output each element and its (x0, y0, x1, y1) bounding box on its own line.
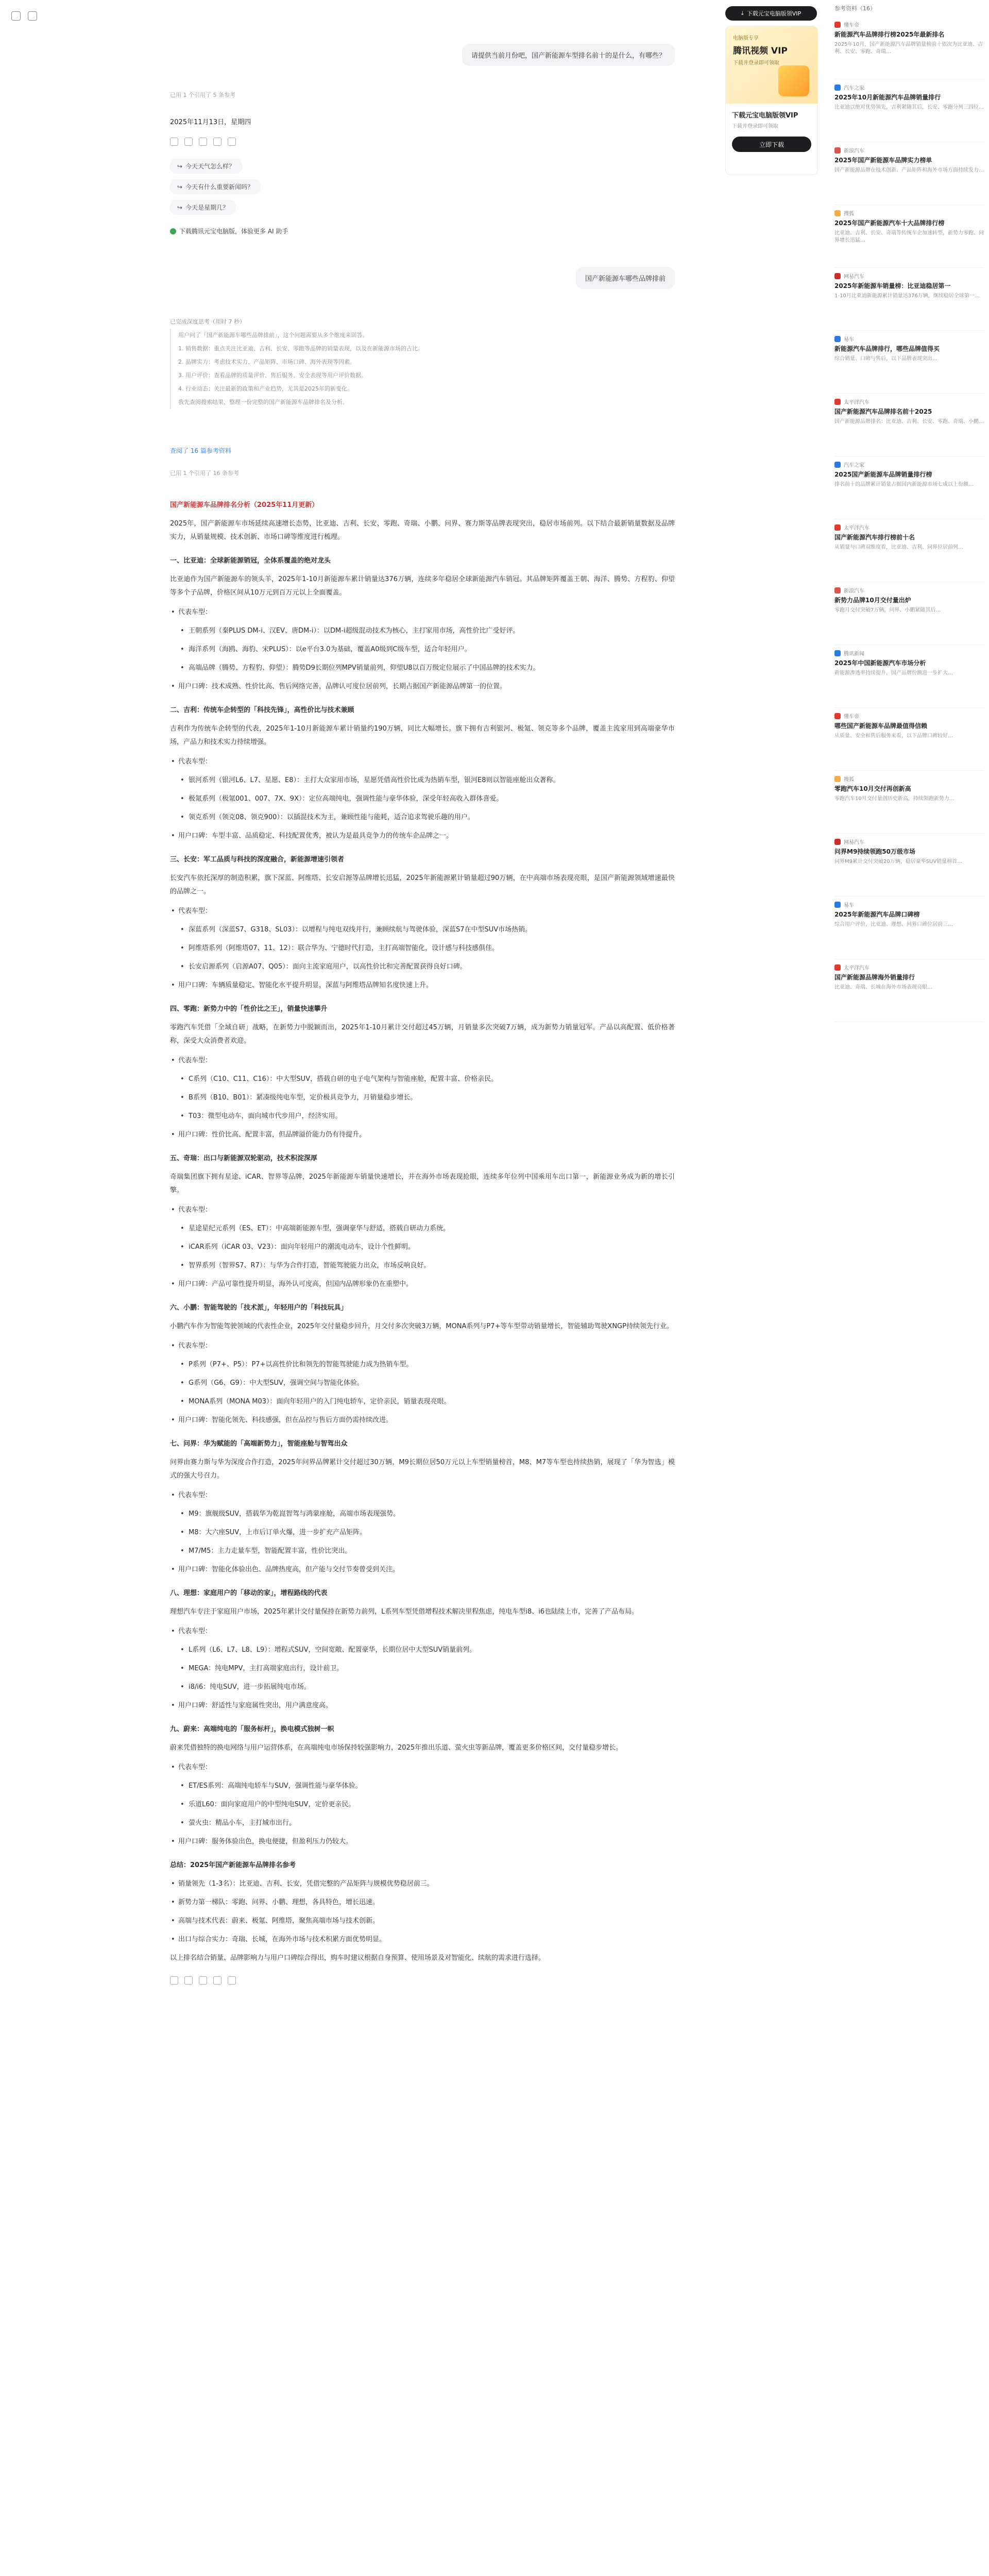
list-item: • 王朝系列（秦PLUS DM-i、汉EV、唐DM-i）：以DM-i超级混动技术为核心，主打家用市场，高性价比广受好评。 (170, 624, 675, 638)
reference-source-name: 懂车帝 (844, 23, 859, 28)
source-favicon-icon (834, 524, 841, 531)
like-icon[interactable] (213, 138, 221, 146)
reference-card[interactable] (834, 456, 984, 519)
section-body: 长安汽车依托深厚的制造积累，旗下深蓝、阿维塔、长安启源等品牌增长迅猛，2025年新能源累计销量超过90万辆，在中高端市场表现亮眼，是国产新能源领域增速最快的品牌之一。 (170, 874, 675, 895)
reference-snippet: 零跑汽车10月交付量创历史新高，持续领跑新势力… (834, 796, 954, 802)
reference-card[interactable] (834, 834, 984, 896)
section-heading: 九、蔚来：高端纯电的「服务标杆」，换电模式独树一帜 (170, 1725, 334, 1733)
download-vip-button[interactable] (725, 6, 817, 21)
section-heading: 八、理想：家庭用户的「移动的家」，增程路线的代表 (170, 1589, 328, 1597)
vip-download-button[interactable]: 立即下载 (732, 137, 811, 152)
section-list (170, 1204, 675, 1291)
reference-card[interactable] (834, 896, 984, 959)
reference-snippet: 综合用户评价，比亚迪、理想、问界口碑位居前三… (834, 922, 953, 927)
list-item: • 智界系列（智界S7、R7）：与华为合作打造，智能驾驶能力出众，市场反响良好。 (170, 1259, 675, 1273)
reference-source (834, 146, 984, 154)
thinking-line: 用户问了「国产新能源车哪些品牌排前」，这个问题需要从多个维度来回答。 (170, 329, 664, 342)
reference-card[interactable] (834, 771, 984, 834)
reference-snippet: 2025年10月，国产新能源汽车品牌销量榜前十依次为比亚迪、吉利、长安、零跑、奇瑞… (834, 42, 983, 55)
section-body: 吉利作为传统车企转型的代表，2025年1-10月新能源车累计销量约190万辆，同比大幅增长。旗下拥有吉利银河、极氪、领克等多个品牌，覆盖主流家用到高端豪华市场，产品力和技术实力持续增强。 (170, 725, 675, 746)
list-item: • C系列（C10、C11、C16）：中大型SUV，搭载自研的电子电气架构与智能座舱，配置丰富、价格亲民。 (170, 1073, 675, 1086)
reference-source (834, 461, 984, 468)
reference-card[interactable] (834, 959, 984, 1022)
summary-item: • 销量领先（1-3名）：比亚迪、吉利、长安，凭借完整的产品矩阵与规模优势稳居前三。 (170, 1877, 675, 1891)
list-item: • 领克系列（领克08、领克900）：以插混技术为主，兼顾性能与能耗，适合追求驾驶乐趣的用户。 (170, 811, 675, 824)
thinking-line: 我先查阅搜索结果，整理一份完整的国产新能源车品牌排名及分析。 (170, 396, 664, 409)
reference-card[interactable] (834, 16, 984, 79)
list-item: • 用户口碑：性价比高、配置丰富，但品牌溢价能力仍有待提升。 (170, 1128, 675, 1142)
list-item: • L系列（L6、L7、L8、L9）：增程式SUV，空间宽敞、配置豪华，长期位居中大型SUV销量前列。 (170, 1643, 675, 1657)
reference-card[interactable] (834, 142, 984, 205)
vip-subtitle: 下载并登录即可领取 (733, 60, 779, 66)
list-item: • 乐道L60：面向家庭用户的中型纯电SUV，定价更亲民。 (170, 1798, 675, 1811)
references-link[interactable]: 查阅了 16 篇参考资料 (170, 447, 231, 454)
answer1-meta: 已用 1 个引用了 5 条参考 (170, 92, 235, 98)
copy-icon[interactable] (170, 1976, 178, 1985)
section-list (170, 606, 675, 693)
reference-card[interactable] (834, 79, 984, 142)
section-heading: 三、长安：军工品质与科技的深度融合，新能源增速引领者 (170, 856, 345, 863)
section-list (170, 1054, 675, 1142)
section-heading: 六、小鹏：智能驾驶的「技术派」，年轻用户的「科技玩具」 (170, 1304, 348, 1312)
reference-snippet: 从销量与口碑双维度看，比亚迪、吉利、问界位居前列… (834, 545, 963, 550)
list-item: • ET/ES系列：高端纯电轿车与SUV，强调性能与豪华体验。 (170, 1780, 675, 1793)
list-item: • 用户口碑：车辆质量稳定、智能化水平提升明显，深蓝与阿维塔品牌知名度快速上升。 (170, 979, 675, 992)
reference-source (834, 901, 984, 908)
reference-source (834, 398, 984, 405)
section-body: 比亚迪作为国产新能源车的领头羊，2025年1-10月新能源车累计销量达376万辆，连续多年稳居全球新能源汽车销冠。其品牌矩阵覆盖王朝、海洋、腾势、方程豹、仰望等多个子品牌，价格区间从10万元到百万元以上全面覆盖。 (170, 575, 675, 597)
section-list (170, 1340, 675, 1427)
answer2-content (170, 499, 675, 1985)
summary-list (170, 1877, 675, 1946)
reference-title: 国产新能源汽车品牌排名前十2025 (834, 408, 932, 415)
thinking-header[interactable]: 已完成深度思考（用时 7 秒） (170, 318, 245, 325)
list-item: • 用户口碑：服务体验出色，换电便捷，但盈利压力仍较大。 (170, 1835, 675, 1849)
user-question-1: 请提供当前月份吧，国产新能源车型排名前十的是什么，有哪些？ (462, 44, 675, 66)
answer2-actions (170, 1976, 675, 1985)
reference-source-name: 汽车之家 (844, 463, 864, 468)
source-favicon-icon (834, 839, 841, 845)
reference-source-name: 汽车之家 (844, 86, 864, 91)
download-tip[interactable] (170, 227, 288, 235)
suggestion-label: 今天天气怎么样？ (185, 163, 235, 170)
thinking-line: 4. 行业动态：关注最新的政策和产业趋势，尤其是2025年的新变化。 (170, 382, 664, 396)
list-item: • 代表车型： (170, 1489, 675, 1502)
section-heading: 二、吉利：传统车企转型的「科技先锋」，高性价比与技术兼顾 (170, 706, 354, 714)
share-icon[interactable] (199, 138, 207, 146)
reference-snippet: 新能源渗透率持续提升，国产品牌份额进一步扩大… (834, 670, 953, 676)
reference-title: 国产新能源品牌海外销量排行 (834, 974, 915, 981)
reference-source-name: 网易汽车 (844, 274, 864, 280)
reference-title: 新势力品牌10月交付量出炉 (834, 597, 911, 604)
reference-source (834, 83, 984, 91)
answer-title: 国产新能源车品牌排名分析（2025年11月更新） (170, 501, 319, 509)
reference-snippet: 1-10月比亚迪新能源累计销量达376万辆，继续稳居全球第一… (834, 293, 980, 299)
suggestion-1[interactable] (170, 159, 242, 174)
summary-item: • 新势力第一梯队：零跑、问界、小鹏、理想，各具特色，增长迅速。 (170, 1896, 675, 1909)
closing-text: 以上排名结合销量、品牌影响力与用户口碑综合得出，购车时建议根据自身预算、使用场景及对智能化、续航的需求进行选择。 (170, 1954, 545, 1962)
list-item: • P系列（P7+、P5）：P7+以高性价比和领先的智能驾驶能力成为热销车型。 (170, 1358, 675, 1371)
list-item: • 代表车型： (170, 1625, 675, 1638)
arrow-icon: ↪ (177, 183, 183, 191)
reference-snippet: 排名前十的品牌累计销量占据国内新能源市场七成以上份额… (834, 482, 974, 487)
thinking-line: 3. 用户评价：查看品牌的质量评价、售后服务、安全表现等用户评价数据。 (170, 369, 664, 382)
vip-headline: 腾讯视频 VIP (733, 46, 788, 56)
new-chat-icon[interactable] (28, 11, 37, 21)
source-favicon-icon (834, 713, 841, 719)
arrow-icon: ↪ (177, 162, 183, 170)
list-item: • M7/M5：主力走量车型，智能配置丰富，性价比突出。 (170, 1545, 675, 1558)
section-heading: 七、问界：华为赋能的「高端新势力」，智能座舱与智驾出众 (170, 1440, 348, 1448)
list-item: • 海洋系列（海鸥、海豹、宋PLUS）：以e平台3.0为基础，覆盖A0级到C级车型，适合年轻用户。 (170, 643, 675, 656)
list-item: • 代表车型： (170, 1204, 675, 1217)
reference-snippet: 问界M9累计交付突破20万辆，稳居豪华SUV销量榜首… (834, 859, 963, 865)
reference-source-name: 搜狐 (844, 211, 854, 217)
list-item: • i8/i6：纯电SUV，进一步拓展纯电市场。 (170, 1681, 675, 1694)
reference-source-name: 网易汽车 (844, 840, 864, 845)
list-item: • MONA系列（MONA M03）：面向年轻用户的入门纯电轿车，定价亲民，销量表现亮眼。 (170, 1395, 675, 1409)
list-item: • 用户口碑：舒适性与家庭属性突出，用户满意度高。 (170, 1699, 675, 1713)
download-icon: ⤓ (741, 10, 744, 16)
reference-source-name: 太平洋汽车 (844, 400, 869, 405)
vip-illustration (778, 65, 809, 96)
answer1-body: 2025年11月13日，星期四 (170, 118, 251, 126)
thinking-line: 2. 品牌实力：考虑技术实力、产品矩阵、市场口碑、海外表现等因素。 (170, 355, 664, 369)
like-icon[interactable] (213, 1976, 221, 1985)
vip-banner (726, 26, 817, 104)
source-favicon-icon (834, 273, 841, 279)
reference-source (834, 838, 984, 845)
list-item: • 阿维塔系列（阿维塔07、11、12）：联合华为、宁德时代打造，主打高端智能化，设计感与科技感俱佳。 (170, 942, 675, 955)
vip-desc: 下载并登录即可领取 (732, 124, 778, 129)
reference-card[interactable] (834, 394, 984, 456)
reference-title: 2025年中国新能源汽车市场分析 (834, 659, 926, 667)
reference-card[interactable] (834, 645, 984, 708)
reference-title: 新能源汽车品牌排行，哪些品牌值得买 (834, 345, 940, 352)
list-item: • 代表车型： (170, 1054, 675, 1067)
source-favicon-icon (834, 650, 841, 656)
list-item: • 代表车型： (170, 1761, 675, 1774)
source-favicon-icon (834, 462, 841, 468)
vip-tag: 电脑版专享 (733, 36, 759, 41)
list-item: • M9：旗舰级SUV，搭载华为乾崑智驾与鸿蒙座舱，高端市场表现强势。 (170, 1507, 675, 1521)
answer-intro: 2025年，国产新能源车市场延续高速增长态势，比亚迪、吉利、长安、零跑、奇瑞、小鹏、问界、赛力斯等品牌表现突出，稳居市场前列。以下结合最新销量数据及品牌实力，从销量规模、技术创新、市场口碑等维度进行梳理。 (170, 520, 675, 541)
download-tip-text: 下载腾讯元宝电脑版，体验更多 AI 助手 (179, 228, 288, 235)
source-favicon-icon (834, 210, 841, 216)
list-item: • B系列（B10、B01）：紧凑级纯电车型，定价极具竞争力，月销量稳步增长。 (170, 1091, 675, 1105)
source-favicon-icon (834, 964, 841, 971)
list-item: • 用户口碑：技术成熟、性价比高、售后网络完善，品牌认可度位居前列，长期占据国产新能源品牌第一的位置。 (170, 680, 675, 693)
suggestion-label: 今天有什么重要新闻吗？ (185, 183, 254, 191)
list-item: • 银河系列（银河L6、L7、星愿、E8）：主打大众家用市场，星愿凭借高性价比成为热销车型，银河E8则以智能座舱出众著称。 (170, 774, 675, 787)
section-body: 理想汽车专注于家庭用户市场，2025年累计交付量保持在新势力前列，L系列车型凭借增程技术解决里程焦虑，纯电车型i8、i6也陆续上市，完善了产品布局。 (170, 1608, 639, 1616)
references-panel (834, 4, 984, 1022)
suggestion-2[interactable] (170, 179, 261, 194)
source-favicon-icon (834, 147, 841, 154)
list-item: • 极氪系列（极氪001、007、7X、9X）：定位高端纯电，强调性能与豪华体验，深受年轻高收入群体喜爱。 (170, 792, 675, 806)
section-body: 蔚来凭借独特的换电网络与用户运营体系，在高端纯电市场保持较强影响力，2025年推出乐道、萤火虫等新品牌，覆盖更多价格区间，交付量稳步增长。 (170, 1744, 623, 1752)
copy-icon[interactable] (170, 138, 178, 146)
reference-source (834, 523, 984, 531)
section-body: 问界由赛力斯与华为深度合作打造，2025年问界品牌累计交付超过30万辆，M9长期位居50万元以上车型销量榜首，M8、M7等车型也持续热销，展现了「华为智选」模式的强大号召力。 (170, 1459, 675, 1480)
reference-source (834, 209, 984, 217)
suggestion-3[interactable] (170, 200, 236, 215)
list-item: • M8：大六座SUV，上市后订单火爆，进一步扩充产品矩阵。 (170, 1526, 675, 1539)
reference-snippet: 比亚迪、吉利、长安、奇瑞等传统车企加速转型，新势力零跑、问界增长迅猛… (834, 230, 984, 243)
reference-snippet: 零跑月交付突破7万辆，问界、小鹏紧随其后… (834, 607, 941, 613)
section-heading: 四、零跑：新势力中的「性价比之王」，销量快速攀升 (170, 1005, 328, 1013)
reference-source (834, 21, 984, 28)
reference-source (834, 272, 984, 280)
reference-source-name: 易车 (844, 903, 854, 908)
reference-card[interactable] (834, 268, 984, 331)
reference-snippet: 比亚迪、奇瑞、长城在海外市场表现亮眼… (834, 985, 932, 990)
vip-title: 下载元宝电脑版领VIP (732, 112, 798, 120)
list-item: • iCAR系列（iCAR 03、V23）：面向年轻用户的潮流电动车，设计个性鲜明。 (170, 1241, 675, 1254)
vip-promo-card (725, 26, 818, 175)
reference-source-name: 懂车帝 (844, 714, 859, 720)
reference-title: 零跑汽车10月交付再创新高 (834, 785, 911, 792)
reference-card[interactable] (834, 331, 984, 394)
source-favicon-icon (834, 399, 841, 405)
reference-title: 问界M9持续领跑50万级市场 (834, 848, 915, 855)
section-body: 奇瑞集团旗下拥有星途、iCAR、智界等品牌，2025年新能源车销量快速增长，并在海外市场表现抢眼，连续多年位列中国乘用车出口第一，新能源业务成为新的增长引擎。 (170, 1173, 675, 1194)
section-body: 零跑汽车凭借「全域自研」战略，在新势力中脱颖而出，2025年1-10月累计交付超过45万辆，月销量多次突破7万辆，成为新势力销量冠军。产品以高配置、低价格著称，深受大众消费者欢迎。 (170, 1024, 675, 1045)
reference-source-name: 新浪汽车 (844, 148, 864, 154)
reference-source (834, 775, 984, 783)
reference-source-name: 新浪汽车 (844, 588, 864, 594)
section-list (170, 755, 675, 843)
references-header: 参考资料（16） (834, 5, 876, 12)
reference-card[interactable] (834, 205, 984, 268)
summary-item: • 高端与技术代表：蔚来、极氪、阿维塔，聚焦高端市场与技术创新。 (170, 1914, 675, 1928)
list-item: • 用户口碑：智能化领先、科技感强，但在品控与售后方面仍需持续改进。 (170, 1414, 675, 1427)
answer-sections (170, 554, 675, 1849)
answer1-text (170, 116, 251, 146)
list-item: • T03：微型电动车，面向城市代步用户，经济实用。 (170, 1110, 675, 1123)
reference-source (834, 712, 984, 720)
reference-card[interactable] (834, 519, 984, 582)
reference-title: 国产新能源汽车排行榜前十名 (834, 534, 915, 541)
reference-card[interactable] (834, 708, 984, 771)
list-item: • 星途星纪元系列（ES、ET）：中高端新能源车型，强调豪华与舒适，搭载自研动力系统。 (170, 1222, 675, 1235)
reference-title: 2025年新能源汽车品牌口碑榜 (834, 911, 920, 918)
refresh-icon[interactable] (184, 1976, 193, 1985)
list-item: • 代表车型： (170, 606, 675, 619)
thinking-line: 1. 销售数据：重点关注比亚迪、吉利、长安、零跑等品牌的销量表现，以及在新能源市场的占比。 (170, 342, 664, 355)
reference-snippet: 综合销量、口碑与售后，以下品牌表现突出… (834, 356, 937, 362)
source-favicon-icon (834, 902, 841, 908)
source-favicon-icon (834, 336, 841, 342)
share-icon[interactable] (199, 1976, 207, 1985)
section-body: 小鹏汽车作为智能驾驶领域的代表性企业，2025年交付量稳步回升，月交付多次突破3万辆，MONA系列与P7+等车型带动销量增长，智能辅助驾驶XNGP持续领先行业。 (170, 1323, 673, 1330)
list-item: • 长安启源系列（启源A07、Q05）：面向主流家庭用户，以高性价比和完善配置获得良好口碑。 (170, 960, 675, 974)
reference-source-name: 太平洋汽车 (844, 965, 869, 971)
list-item: • 用户口碑：车型丰富、品质稳定、科技配置优秀，被认为是最具竞争力的传统车企品牌之一。 (170, 829, 675, 843)
app-logo-icon (170, 228, 176, 234)
section-heading: 一、比亚迪：全球新能源销冠，全体系覆盖的绝对龙头 (170, 557, 331, 565)
list-item: • 用户口碑：产品可靠性提升明显，海外认可度高，但国内品牌形象仍在重塑中。 (170, 1278, 675, 1291)
reference-source-name: 太平洋汽车 (844, 526, 869, 531)
list-item: • 代表车型： (170, 905, 675, 918)
dislike-icon[interactable] (228, 1976, 236, 1985)
list-item: • 高端品牌（腾势、方程豹、仰望）：腾势D9长期位列MPV销量前列，仰望U8以百万级定位展示了中国品牌的技术实力。 (170, 662, 675, 675)
section-heading: 五、奇瑞：出口与新能源双轮驱动，技术积淀深厚 (170, 1155, 318, 1162)
summary-heading: 总结：2025年国产新能源车品牌排名参考 (170, 1861, 296, 1869)
reference-source-name: 搜狐 (844, 777, 854, 783)
reference-title: 新能源汽车品牌排行榜2025年最新排名 (834, 31, 945, 38)
reference-source (834, 649, 984, 657)
vip-button-label: 下载元宝电脑版领VIP (746, 10, 802, 17)
reference-title: 2025年10月新能源汽车品牌销量排行 (834, 94, 941, 101)
arrow-icon: ↪ (177, 204, 183, 211)
references-list (834, 16, 984, 1022)
list-item: • G系列（G6、G9）：中大型SUV，强调空间与智能化体验。 (170, 1377, 675, 1390)
reference-source (834, 335, 984, 343)
section-list (170, 1625, 675, 1713)
reference-source-name: 易车 (844, 337, 854, 343)
answer1-actions (170, 138, 251, 146)
reference-card[interactable] (834, 582, 984, 645)
reference-title: 2025年国产新能源汽车十大品牌排行榜 (834, 219, 945, 227)
list-item: • 萤火虫：精品小车，主打城市出行。 (170, 1817, 675, 1830)
source-favicon-icon (834, 22, 841, 28)
reference-snippet: 国产新能源品牌在技术创新、产品矩阵和海外市场方面持续发力… (834, 167, 984, 173)
reference-source (834, 963, 984, 971)
reference-title: 2025年新能源车销量榜：比亚迪稳居第一 (834, 282, 951, 290)
reference-source (834, 586, 984, 594)
summary-item: • 出口与综合实力：奇瑞、长城，在海外市场与技术积累方面优势明显。 (170, 1933, 675, 1946)
suggestion-label: 今天是星期几？ (185, 204, 229, 211)
reference-title: 2025国产新能源车品牌销量排行榜 (834, 471, 932, 478)
source-favicon-icon (834, 587, 841, 594)
reference-snippet: 比亚迪以绝对优势领先，吉利紧随其后，长安、零跑分列三四位… (834, 105, 984, 110)
user-question-2: 国产新能源车哪些品牌排前 (576, 267, 675, 289)
reference-title: 哪些国产新能源车品牌最值得信赖 (834, 722, 928, 730)
section-list (170, 1761, 675, 1849)
list-item: • 深蓝系列（深蓝S7、G318、SL03）：以增程与纯电双线并行，兼顾续航与驾驶体验，深蓝S7在中型SUV市场热销。 (170, 923, 675, 937)
list-item: • MEGA：纯电MPV，主打高端家庭出行，设计前卫。 (170, 1662, 675, 1675)
list-item: • 代表车型： (170, 1340, 675, 1353)
source-favicon-icon (834, 84, 841, 91)
section-list (170, 1489, 675, 1577)
refresh-icon[interactable] (184, 138, 193, 146)
reference-title: 2025年国产新能源车品牌实力榜单 (834, 157, 932, 164)
section-list (170, 905, 675, 992)
thinking-panel (170, 315, 664, 409)
list-item: • 代表车型： (170, 755, 675, 769)
source-favicon-icon (834, 776, 841, 782)
reference-source-name: 腾讯新闻 (844, 651, 864, 657)
reference-snippet: 国产新能源品牌排名：比亚迪、吉利、长安、零跑、奇瑞、小鹏… (834, 419, 984, 425)
reference-snippet: 从质量、安全和售后服务来看，以下品牌口碑较好… (834, 733, 953, 739)
list-item: • 用户口碑：智能化体验出色、品牌热度高，但产能与交付节奏曾受到关注。 (170, 1563, 675, 1577)
answer2-meta: 已用 1 个引用了 16 条参考 (170, 470, 239, 477)
dislike-icon[interactable] (228, 138, 236, 146)
sidebar-toggle-icon[interactable] (11, 11, 21, 21)
